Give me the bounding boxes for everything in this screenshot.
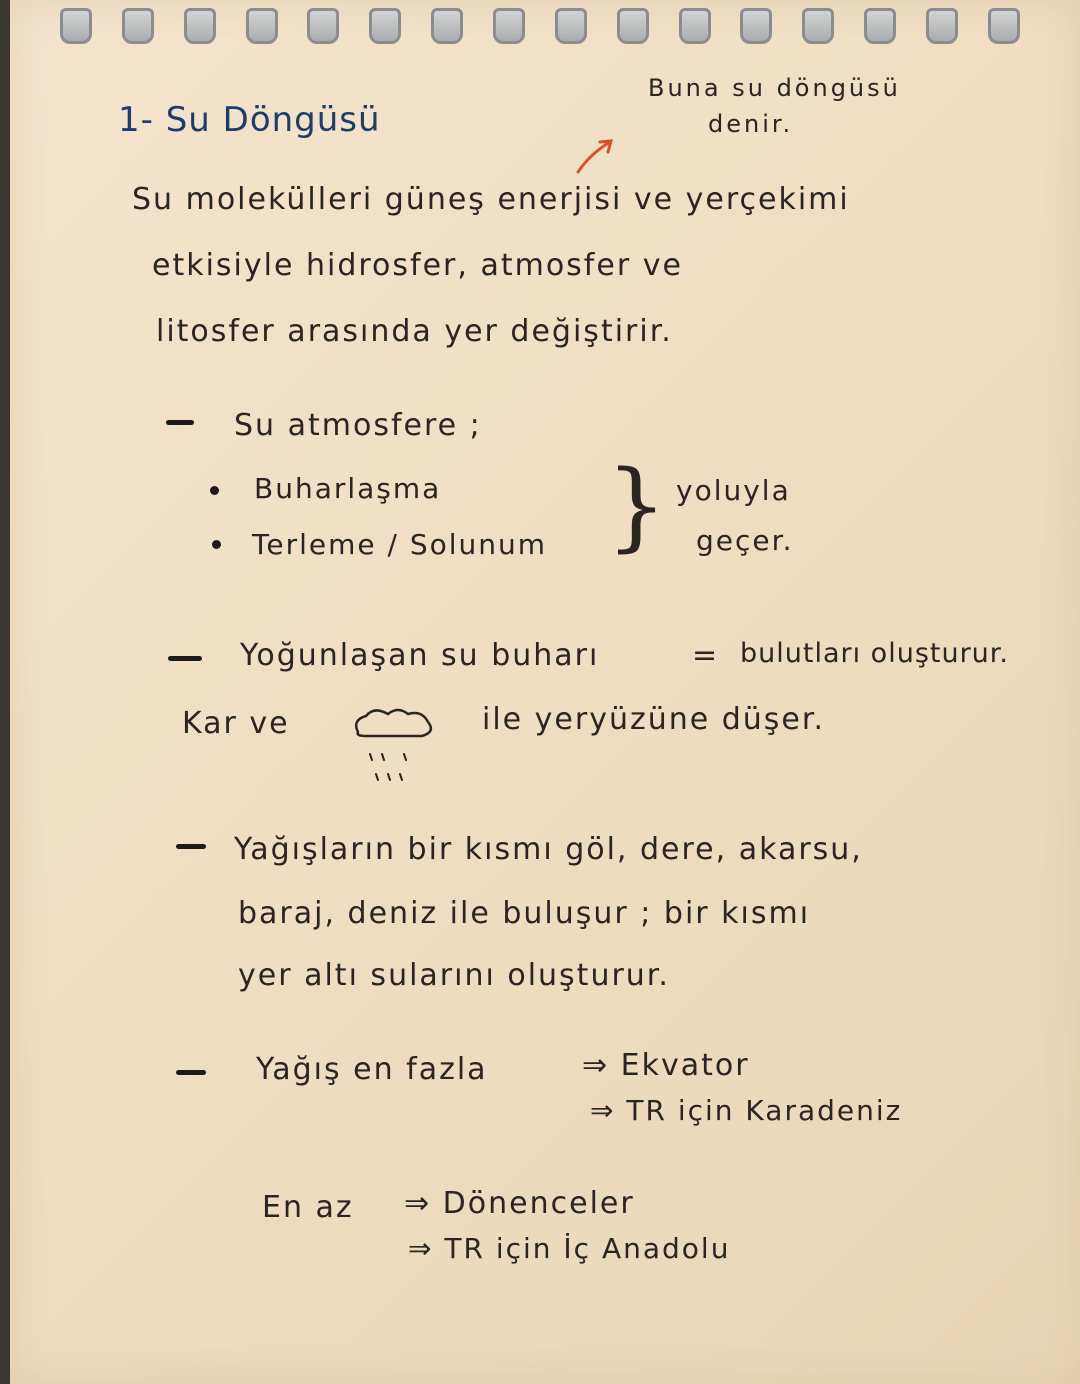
section1-heading: Su atmosfere ; <box>234 408 482 443</box>
most-rain-item1: ⇒ Ekvator <box>582 1048 750 1083</box>
spiral-ring <box>679 8 711 44</box>
bullet-item: Buharlaşma <box>254 472 442 505</box>
most-rain-label: Yağış en fazla <box>256 1052 488 1087</box>
bullet-item: Terleme / Solunum <box>252 528 548 561</box>
spiral-ring <box>617 8 649 44</box>
section3-line3: yer altı sularını oluşturur. <box>238 958 670 993</box>
spiral-binding <box>0 0 1080 50</box>
spiral-ring <box>493 8 525 44</box>
bullet-dot <box>212 540 221 549</box>
page-title: 1- Su Döngüsü <box>118 100 381 140</box>
dash-marker <box>166 420 194 425</box>
section2-line2-a: Kar ve <box>182 706 290 741</box>
least-rain-item2: ⇒ TR için İç Anadolu <box>408 1232 731 1265</box>
spiral-ring <box>122 8 154 44</box>
arrow-up-icon <box>570 134 620 178</box>
brace-icon: } <box>606 450 668 562</box>
dash-marker <box>176 844 206 849</box>
section3-line1: Yağışların bir kısmı göl, dere, akarsu, <box>234 832 863 867</box>
bullet-dot <box>210 486 219 495</box>
dash-marker <box>168 656 202 661</box>
least-rain-label: En az <box>262 1190 354 1225</box>
brace-note-line2: geçer. <box>696 524 794 557</box>
brace-note-line1: yoluyla <box>676 474 791 507</box>
section2-line1-a: Yoğunlaşan su buharı <box>240 638 600 673</box>
spiral-ring <box>555 8 587 44</box>
spiral-ring <box>926 8 958 44</box>
side-note-line1: Buna su döngüsü <box>648 74 901 102</box>
spiral-ring <box>431 8 463 44</box>
intro-line1: Su molekülleri güneş enerjisi ve yerçekimi <box>132 182 850 217</box>
rain-cloud-icon <box>348 702 440 792</box>
least-rain-item1: ⇒ Dönenceler <box>404 1186 635 1221</box>
spiral-ring <box>246 8 278 44</box>
spiral-ring <box>802 8 834 44</box>
spiral-ring <box>740 8 772 44</box>
section3-line2: baraj, deniz ile buluşur ; bir kısmı <box>238 896 811 931</box>
equals-sign: = <box>692 638 720 673</box>
spiral-ring <box>184 8 216 44</box>
spiral-ring <box>307 8 339 44</box>
intro-line2: etkisiyle hidrosfer, atmosfer ve <box>152 248 683 283</box>
dash-marker <box>176 1070 206 1075</box>
spiral-ring <box>988 8 1020 44</box>
spiral-ring <box>60 8 92 44</box>
spiral-ring <box>369 8 401 44</box>
intro-line3: litosfer arasında yer değiştirir. <box>156 314 673 349</box>
side-note-line2: denir. <box>708 110 794 138</box>
most-rain-item2: ⇒ TR için Karadeniz <box>590 1094 903 1127</box>
section2-line2-b: ile yeryüzüne düşer. <box>482 702 826 737</box>
section2-line1-b: bulutları oluşturur. <box>740 638 1009 669</box>
spiral-ring <box>864 8 896 44</box>
